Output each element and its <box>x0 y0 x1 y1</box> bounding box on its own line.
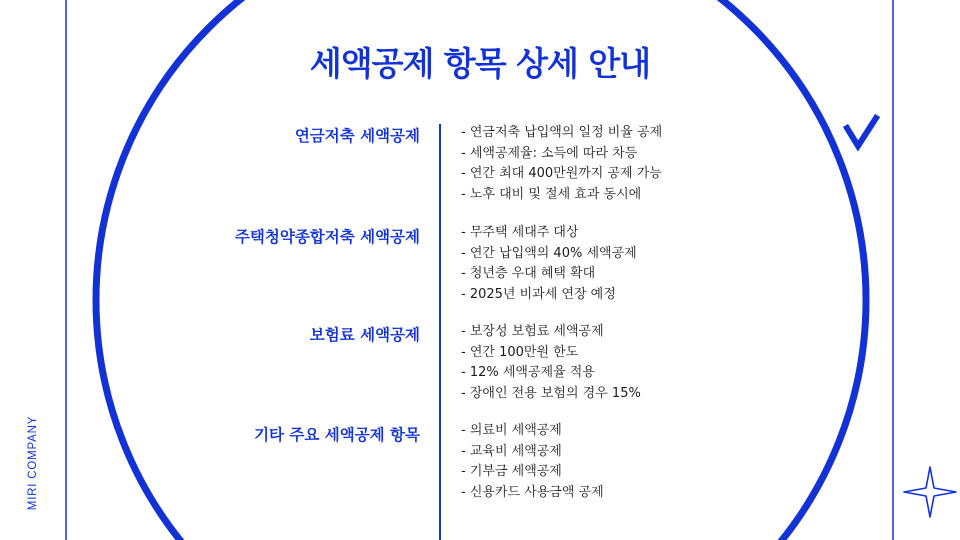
section-list-pension <box>461 123 662 205</box>
list-item: - 무주택 세대주 대상 <box>461 225 579 240</box>
section-heading-pension: 연금저축 세액공제 <box>294 127 420 145</box>
section-list-other <box>461 421 604 503</box>
list-item: - 연간 100만원 한도 <box>461 344 579 360</box>
section-heading-insurance: 보험료 세액공제 <box>309 326 420 344</box>
list-item: - 노후 대비 및 절세 효과 동시에 <box>461 186 642 202</box>
list-item: - 연금저축 납입액의 일정 비율 공제 <box>461 125 663 140</box>
list-item: - 2025년 비과세 연장 예정 <box>461 286 616 302</box>
arrow-head-icon <box>847 118 876 146</box>
page-title: 세액공제 항목 상세 안내 <box>309 44 651 83</box>
list-item: - 12% 세액공제율 적용 <box>461 365 595 380</box>
list-item: - 보장성 보험료 세액공제 <box>461 324 604 339</box>
section-heading-housing: 주택청약종합저축 세액공제 <box>234 228 420 246</box>
list-item: - 기부금 세액공제 <box>461 464 562 479</box>
section-list-insurance <box>461 322 641 404</box>
list-item: - 신용카드 사용금액 공제 <box>461 484 604 500</box>
list-item: - 연간 납입액의 40% 세액공제 <box>461 245 637 261</box>
list-item: - 세액공제율: 소득에 따라 차등 <box>461 145 638 161</box>
sparkle-icon <box>904 467 956 517</box>
section-heading-other: 기타 주요 세액공제 항목 <box>254 426 420 444</box>
list-item: - 청년층 우대 혜택 확대 <box>461 266 596 281</box>
section-list-housing <box>461 223 637 305</box>
brand-label: MIRI COMPANY <box>27 415 39 511</box>
list-item: - 장애인 전용 보험의 경우 15% <box>461 385 641 401</box>
list-item: - 교육비 세액공제 <box>461 443 562 459</box>
list-item: - 의료비 세액공제 <box>461 423 562 438</box>
list-item: - 연간 최대 400만원까지 공제 가능 <box>461 166 662 181</box>
